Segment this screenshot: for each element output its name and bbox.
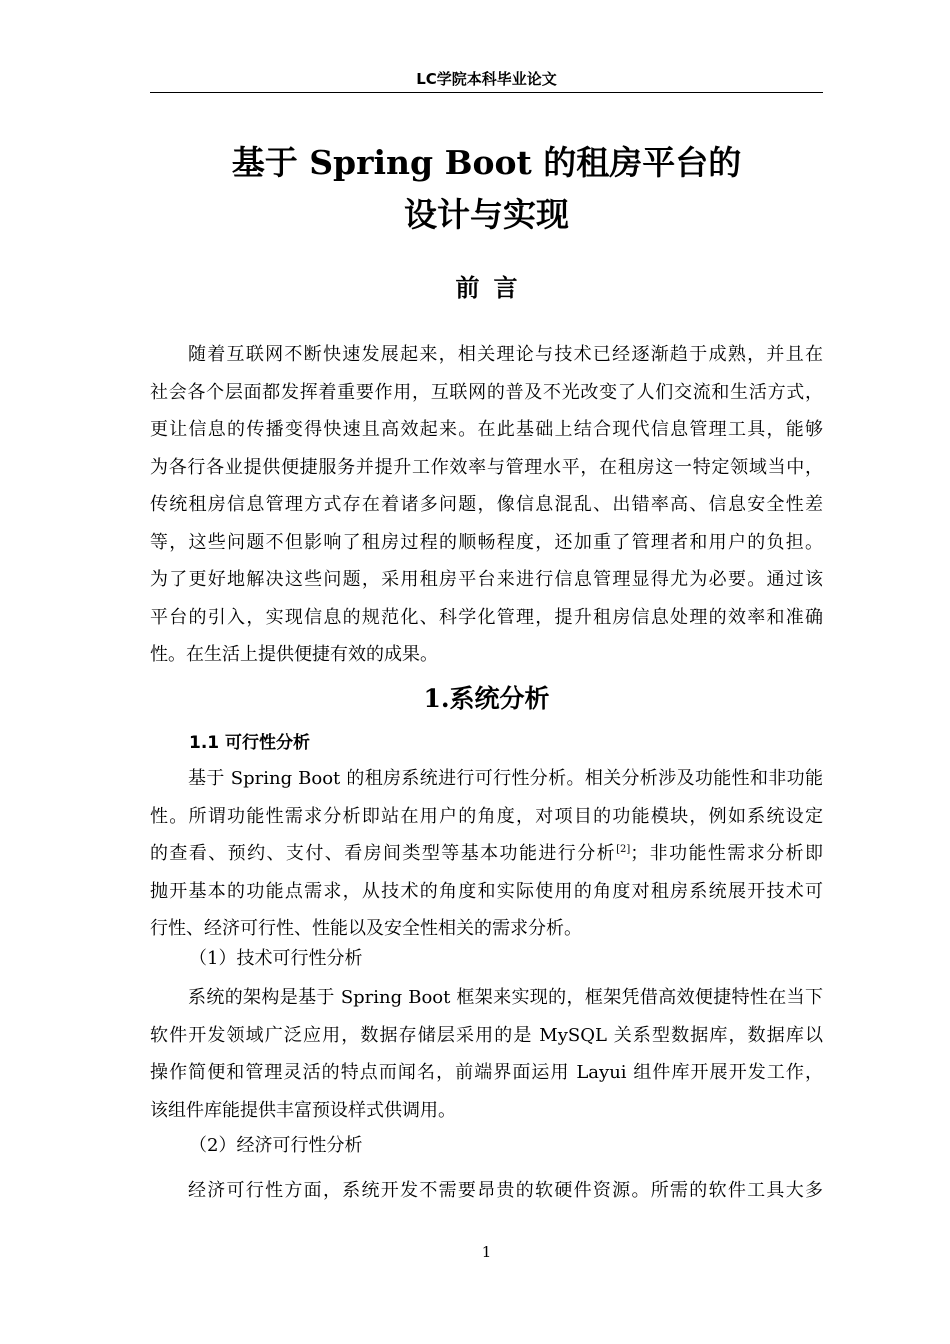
paragraph-line: 更让信息的传播变得快速且高效起来。在此基础上结合现代信息管理工具，能够 bbox=[150, 419, 823, 440]
paragraph-line: 等，这些问题不但影响了租房过程的顺畅程度，还加重了管理者和用户的负担。 bbox=[150, 531, 823, 553]
paragraph-line: 该组件库能提供丰富预设样式供调用。 bbox=[150, 1099, 456, 1121]
paragraph-line: 为各行各业提供便捷服务并提升工作效率与管理水平，在租房这一特定领域当中， bbox=[150, 456, 823, 478]
technical-paragraph bbox=[150, 979, 823, 1129]
citation: [2] bbox=[616, 844, 631, 855]
section-heading: 1.系统分析 bbox=[423, 684, 550, 713]
subsection-heading: 1.1 可行性分析 bbox=[189, 733, 311, 753]
paragraph-line: 行性、经济可行性、性能以及安全性相关的需求分析。 bbox=[150, 918, 582, 939]
header-rule bbox=[150, 92, 823, 93]
paragraph-line: 性。在生活上提供便捷有效的成果。 bbox=[150, 644, 438, 665]
paragraph-line: 为了更好地解决这些问题，采用租房平台来进行信息管理显得尤为必要。通过该 bbox=[150, 569, 823, 590]
paragraph-line: 随着互联网不断快速发展起来，相关理论与技术已经逐渐趋于成熟，并且在 bbox=[188, 344, 823, 365]
preface-heading: 前言 bbox=[455, 273, 532, 302]
paragraph-line: 操作简便和管理灵活的特点而闻名，前端界面运用 Layui 组件库开展开发工作， bbox=[150, 1062, 823, 1083]
paragraph-line: 性。所谓功能性需求分析即站在用户的角度，对项目的功能模块，例如系统设定 bbox=[150, 805, 823, 827]
paragraph-line: 系统的架构是基于 Spring Boot 框架来实现的，框架凭借高效便捷特性在当下 bbox=[188, 987, 823, 1008]
economic-paragraph bbox=[150, 1172, 823, 1210]
paragraph-line: 平台的引入，实现信息的规范化、科学化管理，提升租房信息处理的效率和准确 bbox=[150, 606, 823, 628]
paragraph-line: 基于 Spring Boot 的租房系统进行可行性分析。相关分析涉及功能性和非功能 bbox=[188, 768, 823, 789]
list-item-heading: （1）技术可行性分析 bbox=[189, 948, 363, 969]
paragraph-line: 软件开发领域广泛应用，数据存储层采用的是 MySQL 关系型数据库，数据库以 bbox=[150, 1024, 823, 1046]
feasibility-paragraph bbox=[150, 760, 823, 948]
paragraph-line: 抛开基本的功能点需求，从技术的角度和实际使用的角度对租房系统展开技术可 bbox=[150, 880, 823, 902]
running-header: LC学院本科毕业论文 bbox=[416, 70, 557, 88]
paragraph-line: 经济可行性方面，系统开发不需要昂贵的软硬件资源。所需的软件工具大多 bbox=[188, 1180, 823, 1201]
title-line-2: 设计与实现 bbox=[404, 195, 569, 234]
paragraph-line: 社会各个层面都发挥着重要作用，互联网的普及不光改变了人们交流和生活方式， bbox=[150, 381, 823, 403]
preface-paragraph bbox=[150, 336, 823, 674]
paragraph-line-part: ；非功能性需求分析即 bbox=[630, 843, 824, 864]
paragraph-line bbox=[150, 835, 823, 873]
list-item-heading: （2）经济可行性分析 bbox=[189, 1135, 363, 1156]
page-number: 1 bbox=[481, 1243, 492, 1261]
title-line-1: 基于 Spring Boot 的租房平台的 bbox=[231, 143, 742, 182]
paragraph-line-part: 的查看、预约、支付、看房间类型等基本功能进行分析 bbox=[150, 843, 617, 864]
paragraph-line: 传统租房信息管理方式存在着诸多问题，像信息混乱、出错率高、信息安全性差 bbox=[150, 494, 823, 515]
